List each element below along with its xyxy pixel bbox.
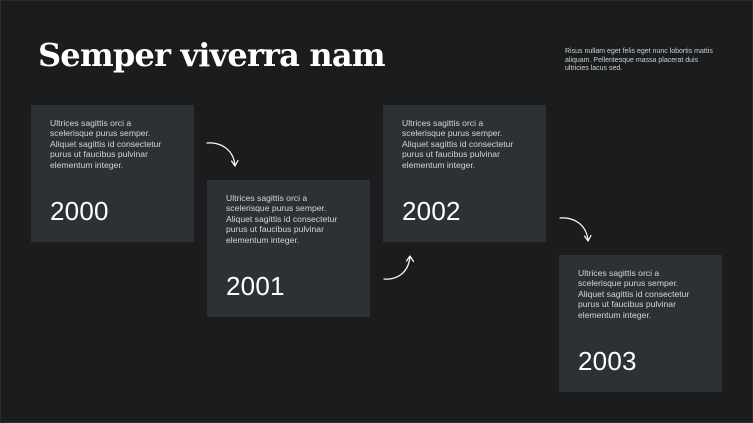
timeline-card-description: Ultrices sagittis orci a scelerisque purus semper. Aliquet sagittis id consectetur purus ut faucibus pulvinar elementum integer. [578,268,690,320]
curved-arrow-down-icon [205,140,241,170]
curved-arrow-up-icon [382,252,418,282]
timeline-card-year: 2000 [50,196,109,226]
timeline-card-description: Ultrices sagittis orci a scelerisque purus semper. Aliquet sagittis id consectetur purus ut faucibus pulvinar elementum integer. [50,118,162,170]
page-subtitle: Risus nullam eget felis eget nunc lobortis mattis aliquam. Pellentesque massa placerat duis ultricies lacus sed. [565,48,713,72]
timeline-card-description: Ultrices sagittis orci a scelerisque purus semper. Aliquet sagittis id consectetur purus ut faucibus pulvinar elementum integer. [226,193,338,245]
curved-arrow-down-icon [558,215,594,245]
timeline-card-2003 [559,255,722,392]
timeline-card-year: 2001 [226,271,285,301]
timeline-card-year: 2002 [402,196,461,226]
timeline-card-2001 [207,180,370,317]
timeline-card-2000 [31,105,194,242]
page-title: Semper viverra nam [38,36,385,74]
timeline-card-description: Ultrices sagittis orci a scelerisque purus semper. Aliquet sagittis id consectetur purus ut faucibus pulvinar elementum integer. [402,118,514,170]
timeline-card-2002 [383,105,546,242]
timeline-card-year: 2003 [578,346,637,376]
